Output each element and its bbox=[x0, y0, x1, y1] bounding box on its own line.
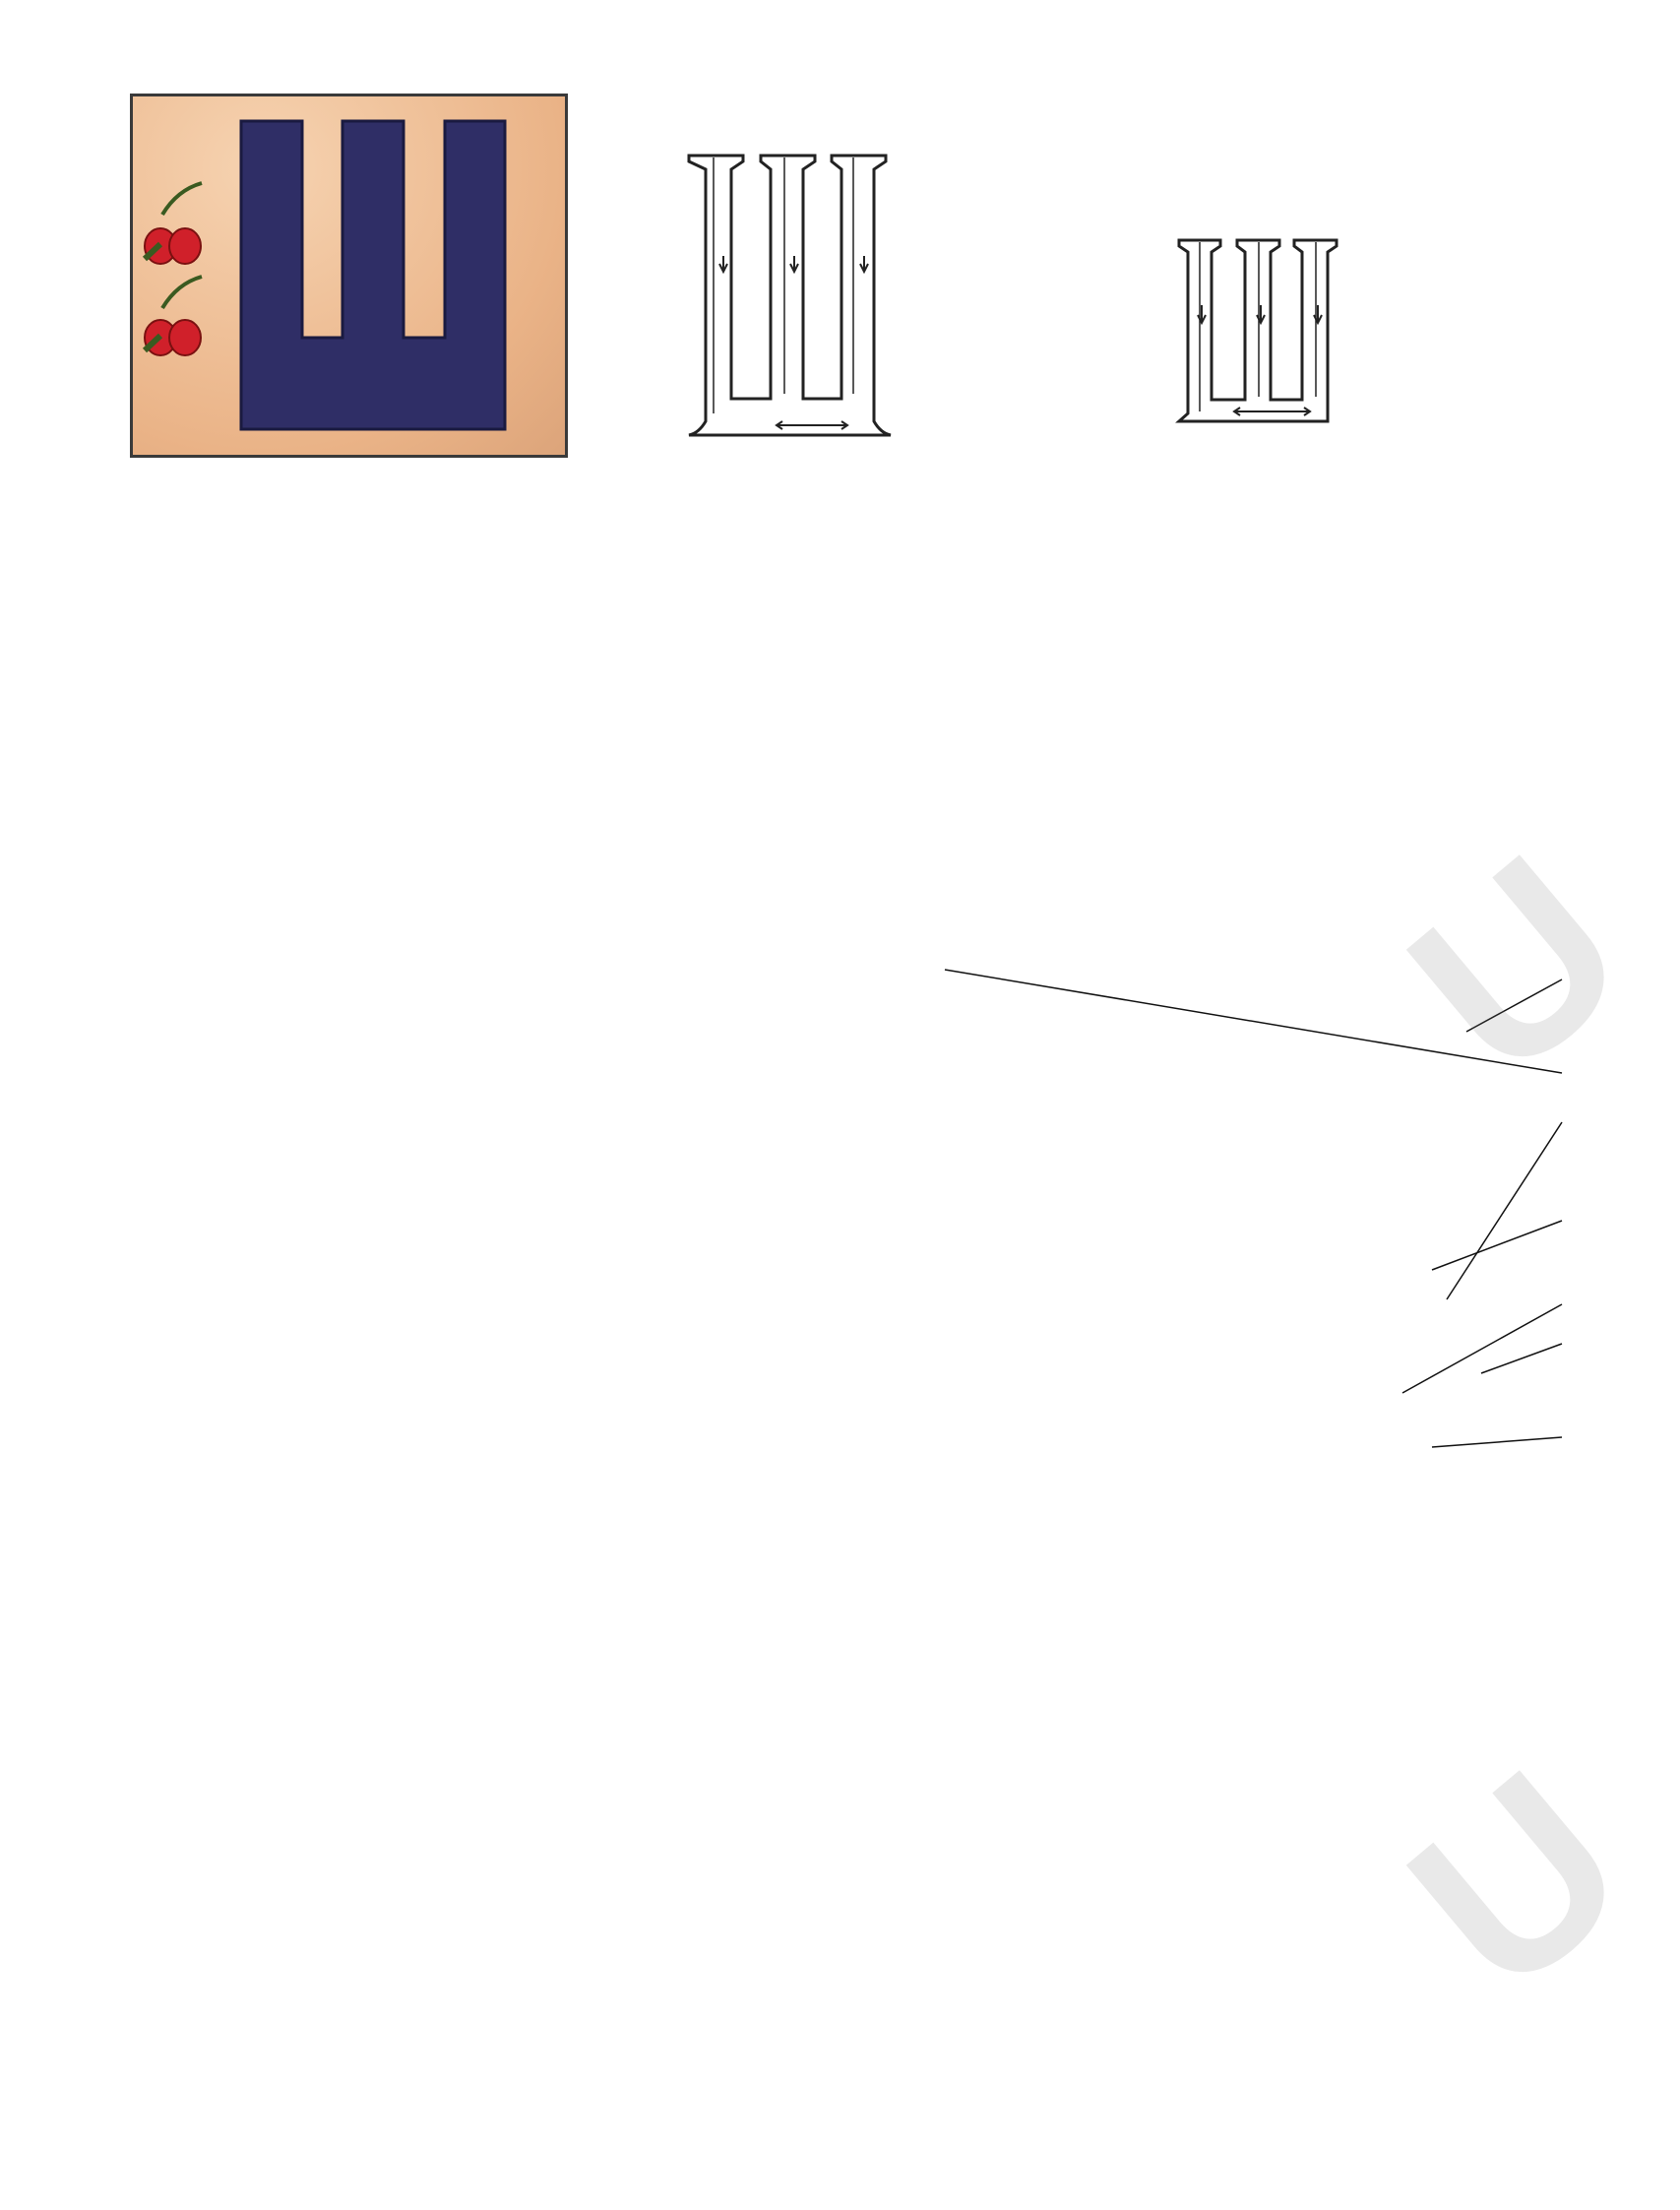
task-3 bbox=[143, 1910, 155, 1942]
watermark: U bbox=[1360, 1716, 1678, 2045]
watermark: U bbox=[1360, 800, 1678, 1129]
